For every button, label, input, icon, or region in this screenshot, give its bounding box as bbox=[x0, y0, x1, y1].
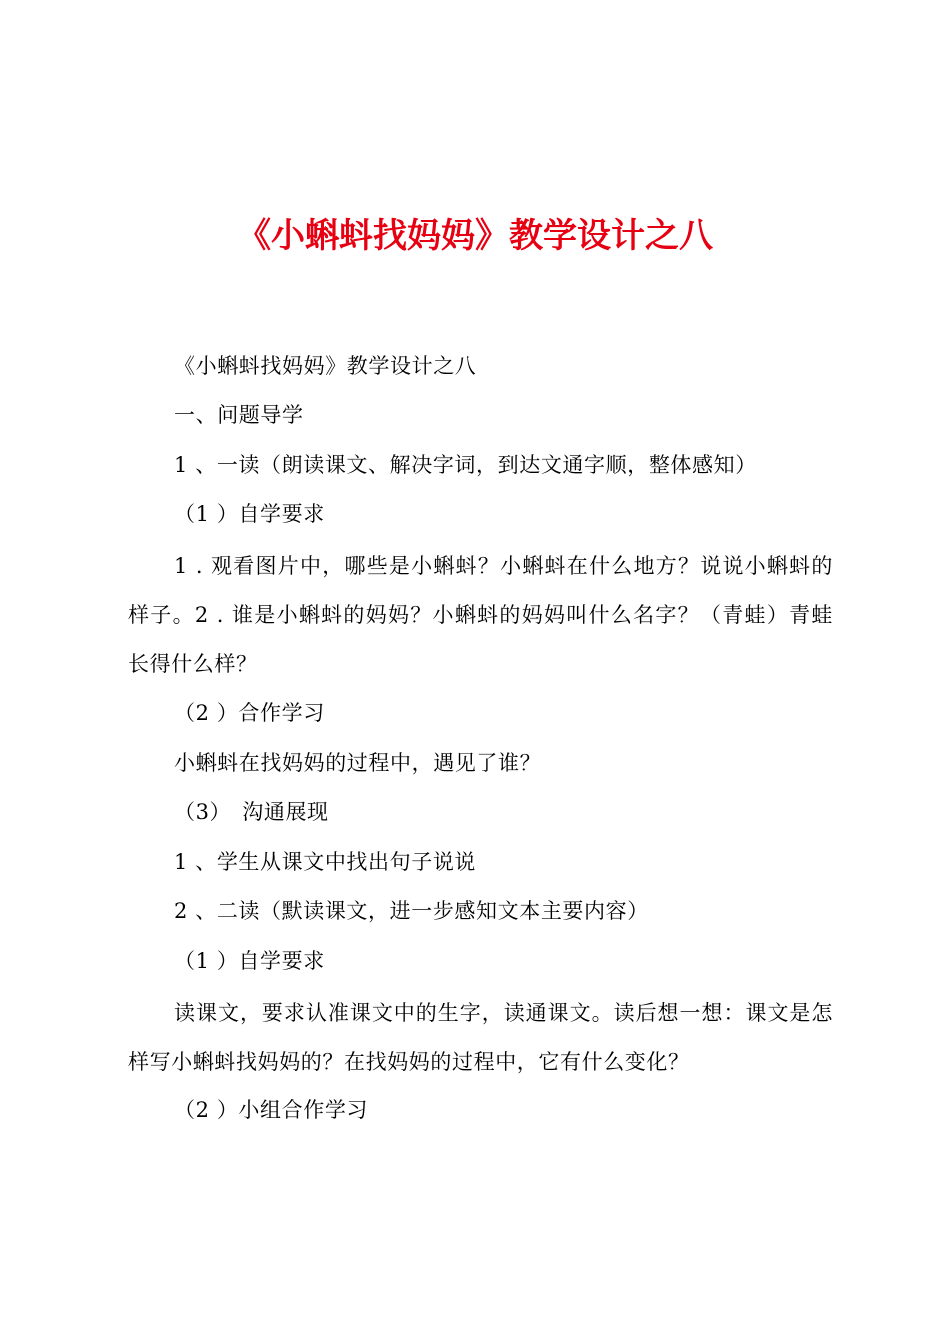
sub-heading: （1 ）自学要求 bbox=[174, 502, 325, 526]
paragraph-questions: 1 . 观看图片中，哪些是小蝌蚪？小蝌蚪在什么地方？说说小蝌蚪的样子。2 . 谁是小蝌蚪的妈妈？小蝌蚪的妈妈叫什么名字？（青蛙）青蛙长得什么样？ bbox=[128, 554, 833, 676]
step-heading: 1 、一读（朗读课文、解决字词，到达文通字顺，整体感知） bbox=[174, 453, 757, 477]
section-heading: 一、问题导学 bbox=[174, 403, 304, 427]
document-title: 《小蝌蚪找妈妈》教学设计之八 bbox=[237, 216, 713, 256]
step-heading: 2 、二读（默读课文，进一步感知文本主要内容） bbox=[174, 899, 649, 923]
subtitle-line: 《小蝌蚪找妈妈》教学设计之八 bbox=[174, 354, 477, 378]
text-line: 小蝌蚪在找妈妈的过程中，遇见了谁？ bbox=[174, 751, 542, 775]
paragraph-reading: 读课文，要求认准课文中的生字，读通课文。读后想一想：课文是怎样写小蝌蚪找妈妈的？在找妈妈的过程中，它有什么变化？ bbox=[128, 1001, 833, 1074]
sub-heading: （1 ）自学要求 bbox=[174, 949, 325, 973]
text-line: 1 、学生从课文中找出句子说说 bbox=[174, 850, 477, 874]
sub-heading: （3） 沟通展现 bbox=[174, 800, 329, 824]
sub-heading: （2 ）合作学习 bbox=[174, 701, 325, 725]
sub-heading: （2 ）小组合作学习 bbox=[174, 1098, 369, 1122]
